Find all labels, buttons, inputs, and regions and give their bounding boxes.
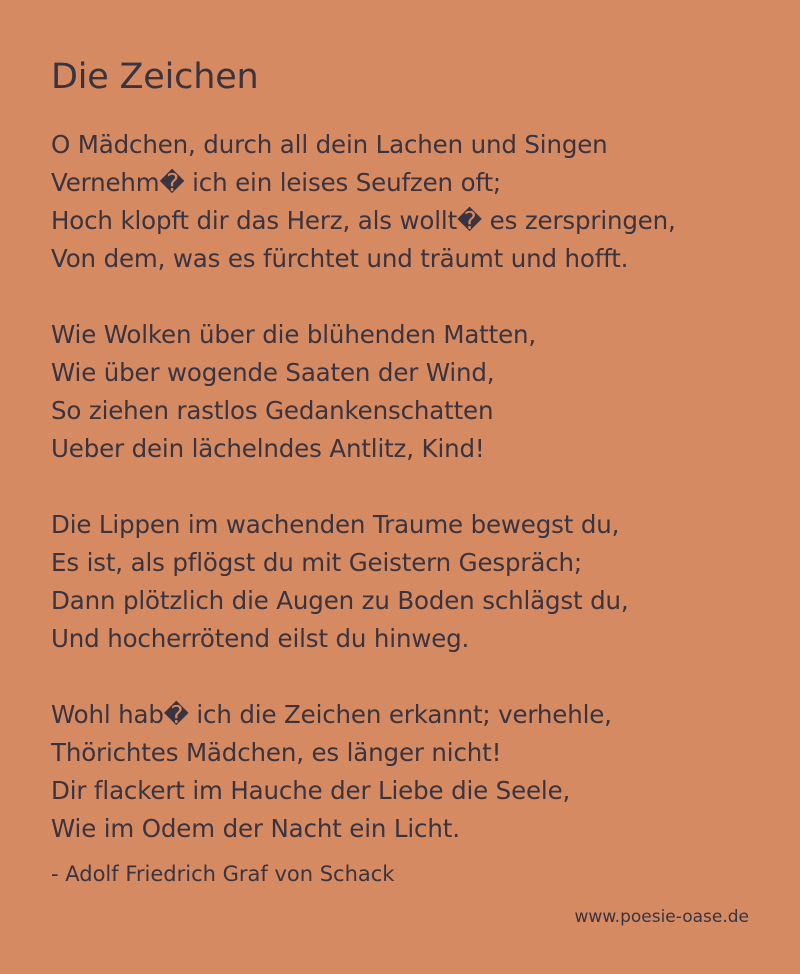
poem-line: Thörichtes Mädchen, es länger nicht!: [51, 738, 502, 767]
poem-line: Von dem, was es fürchtet und träumt und hofft.: [51, 244, 629, 273]
poem-line: Hoch klopft dir das Herz, als wollt� es zerspringen,: [51, 206, 676, 235]
poem-author: - Adolf Friedrich Graf von Schack: [51, 862, 395, 886]
poem-line: Dir flackert im Hauche der Liebe die Seele,: [51, 776, 571, 805]
website-link[interactable]: www.poesie-oase.de: [574, 907, 749, 927]
poem-line: Und hocherrötend eilst du hinweg.: [51, 624, 470, 653]
poem-line: Wohl hab� ich die Zeichen erkannt; verhehle,: [51, 700, 612, 729]
poem-body: [51, 126, 771, 886]
poem-line: Wie Wolken über die blühenden Matten,: [51, 320, 537, 349]
poem-line: Es ist, als pflögst du mit Geistern Gespräch;: [51, 548, 583, 577]
stanza-2: [51, 316, 771, 468]
poem-line: So ziehen rastlos Gedankenschatten: [51, 396, 494, 425]
stanza-4: [51, 696, 771, 848]
poem-line: O Mädchen, durch all dein Lachen und Singen: [51, 130, 608, 159]
poem-line: Wie über wogende Saaten der Wind,: [51, 358, 495, 387]
poem-line: Vernehm� ich ein leises Seufzen oft;: [51, 168, 502, 197]
poem-line: Wie im Odem der Nacht ein Licht.: [51, 814, 460, 843]
poem-title: Die Zeichen: [51, 57, 259, 97]
poem-line: Dann plötzlich die Augen zu Boden schlägst du,: [51, 586, 629, 615]
poem-line: Ueber dein lächelndes Antlitz, Kind!: [51, 434, 485, 463]
stanza-3: [51, 506, 771, 658]
poem-line: Die Lippen im wachenden Traume bewegst du,: [51, 510, 620, 539]
stanza-1: [51, 126, 771, 278]
